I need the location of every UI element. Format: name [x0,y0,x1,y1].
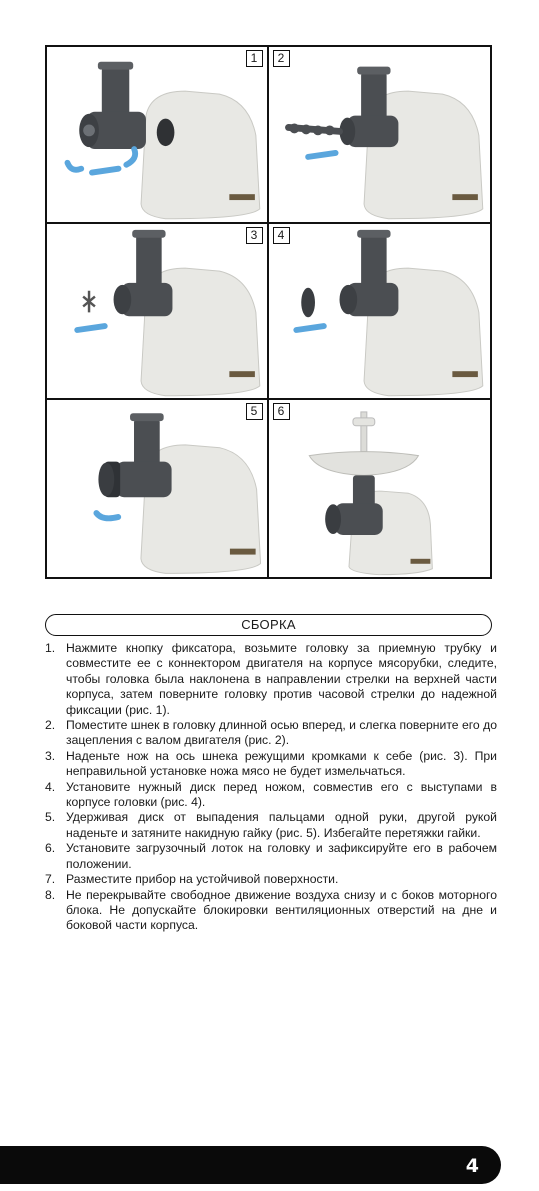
figure-number: 5 [246,403,263,420]
list-item [45,888,497,934]
list-item [45,718,497,749]
step-text: Наденьте нож на ось шнека режущими кромками к себе (рис. 3). При неправильной установке ножа мясо не будет измельчаться. [66,748,497,779]
list-item [45,749,497,780]
list-item [45,841,497,872]
step-number: 2. [45,718,56,733]
step-text: Установите нужный диск перед ножом, совместив его с выступами в корпусе головки (рис. 4). [66,779,497,810]
step-number: 7. [45,872,56,887]
meat-grinder-assembly-step-4-icon [269,224,491,399]
figure-3 [47,224,269,401]
step-text: Удерживая диск от выпадения пальцами одной руки, другой рукой наденьте и затяните накидную гайку (рис. 5). Избегайте перетяжки гайки. [66,810,497,840]
meat-grinder-assembly-step-1-icon [47,47,267,222]
step-number: 5. [45,810,56,825]
list-item [45,780,497,811]
figure-4 [269,224,491,401]
figure-2 [269,47,491,224]
step-number: 8. [45,887,56,902]
meat-grinder-assembly-step-5-icon [47,400,267,577]
step-text: Поместите шнек в головку длинной осью вперед, и слегка поверните его до зацепления с валом двигателя (рис. 2). [66,718,497,748]
figure-number: 4 [273,227,290,244]
section-title: СБОРКА [45,614,492,636]
list-item [45,872,497,887]
meat-grinder-assembly-step-6-icon [269,400,491,577]
list-item [45,641,497,718]
figure-number: 6 [273,403,290,420]
figure-1 [47,47,269,224]
figure-number: 2 [273,50,290,67]
step-text: Установите загрузочный лоток на головку и зафиксируйте его в рабочем положении. [66,841,497,871]
list-item [45,810,497,841]
step-number: 6. [45,841,56,856]
figure-number: 3 [246,227,263,244]
page-number: 4 [465,1155,479,1177]
meat-grinder-assembly-step-3-icon [47,224,267,399]
figure-number: 1 [246,50,263,67]
step-text: Разместите прибор на устойчивой поверхности. [66,872,339,887]
assembly-figures-grid [45,45,492,579]
figure-5 [47,400,269,577]
step-text: Нажмите кнопку фиксатора, возьмите головку за приемную трубку и совместите ее с коннектором двигателя на корпусе мясорубки, следите, чтобы головка была наклонена в направлении стрелки на верхней части корпуса, затем поверните головку против часовой стрелки до надежной фиксации (рис. 1). [66,641,497,717]
assembly-steps-list [45,641,497,934]
page-footer-bar [0,1146,501,1184]
meat-grinder-assembly-step-2-icon [269,47,491,222]
step-number: 4. [45,779,56,794]
step-number: 1. [45,641,56,655]
step-number: 3. [45,748,56,763]
figure-6 [269,400,491,577]
step-text: Не перекрывайте свободное движение воздуха снизу и с боков моторного блока. Не допускайте блокировки вентиляционных отверстий на дне и боковой части корпуса. [66,887,497,933]
